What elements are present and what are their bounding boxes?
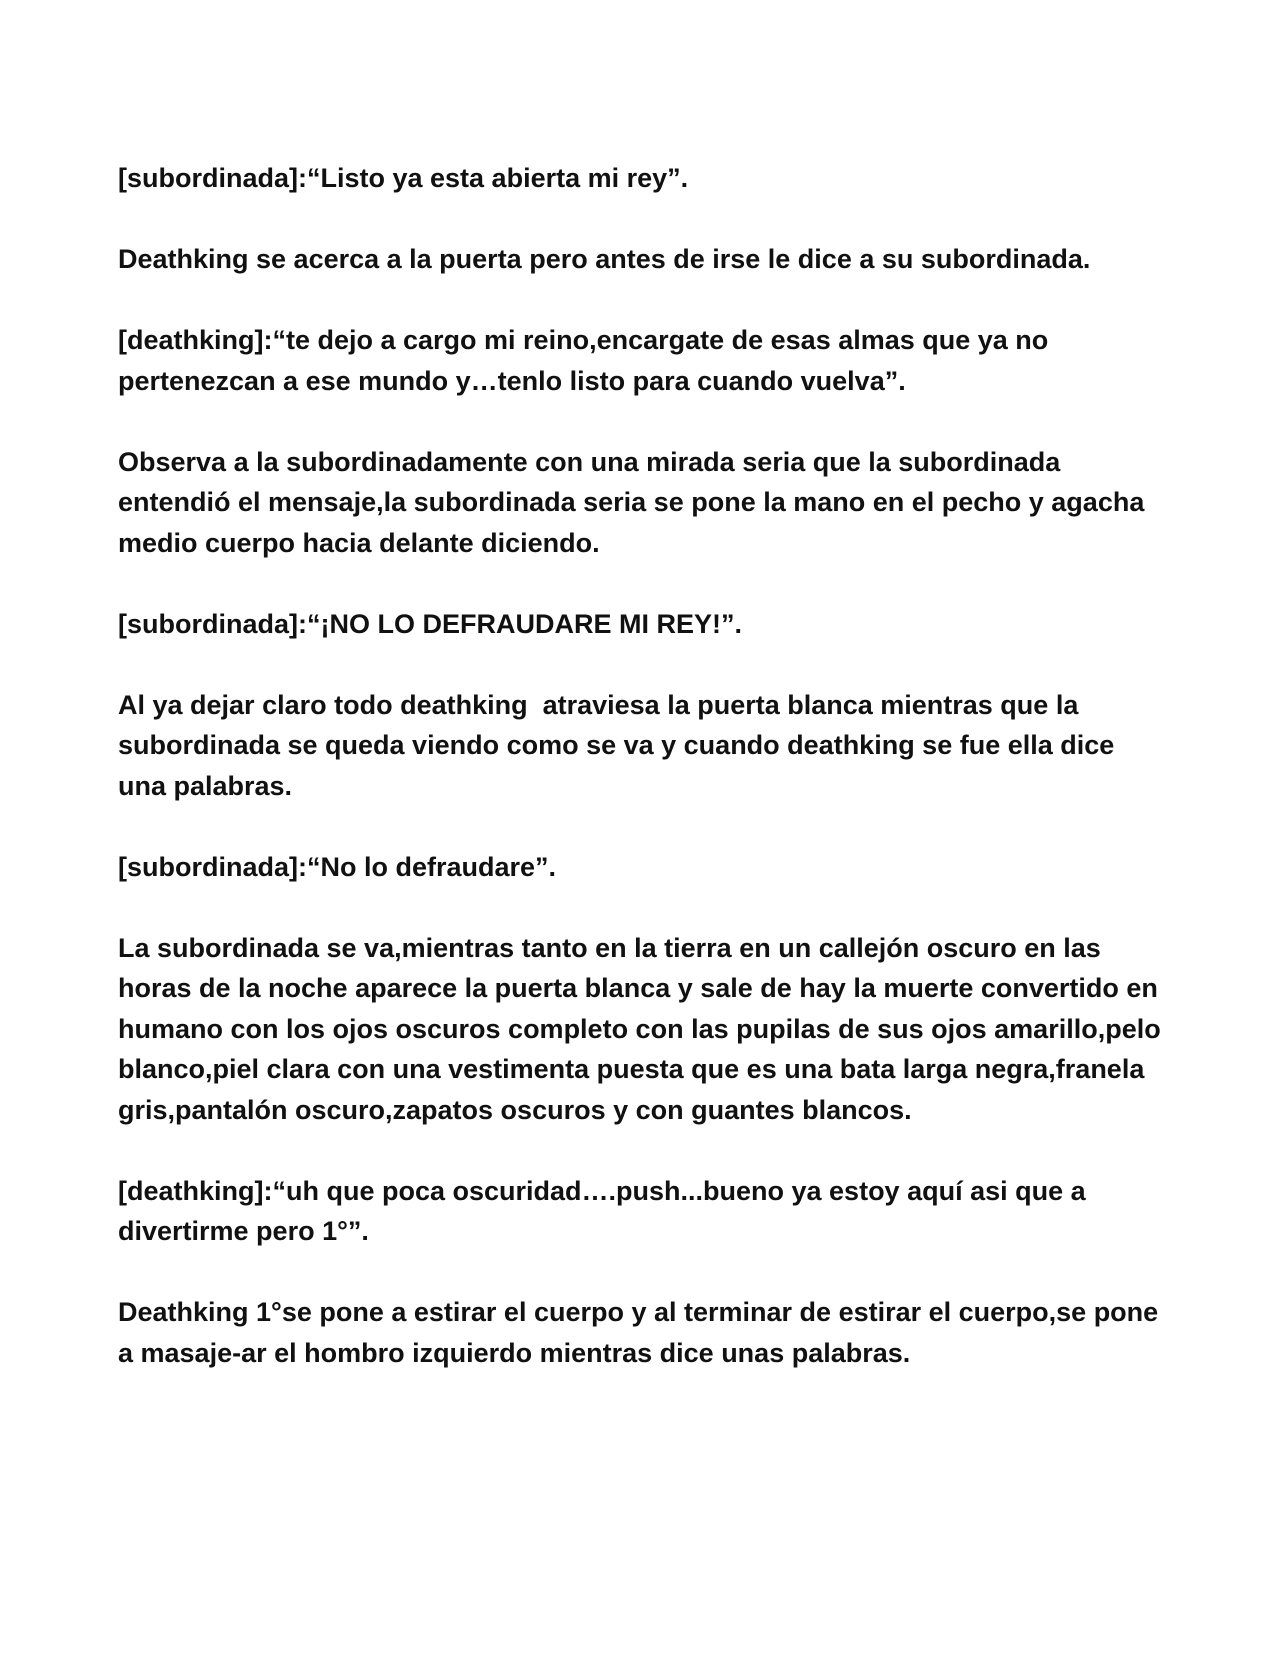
paragraph-narration-1: Deathking se acerca a la puerta pero antes de irse le dice a su subordinada. (118, 244, 1091, 274)
paragraph-narration-4: La subordinada se va,mientras tanto en la tierra en un callejón oscuro en las horas de la noche aparece la puerta blanca y sale de hay la muerte convertido en humano con los ojos oscuros completo con las pupilas de sus ojos amarillo,pelo blanco,piel clara con una vestimenta puesta que es una bata larga negra,franela gris,pantalón oscuro,zapatos oscuros y con guantes blancos. (118, 932, 1169, 1125)
paragraph-dialogue-deathking-1: [deathking]:“te dejo a cargo mi reino,encargate de esas almas que ya no pertenezcan a ese mundo y…tenlo listo para cuando vuelva”. (118, 325, 1056, 396)
paragraph-narration-3: Al ya dejar claro todo deathking atraviesa la puerta blanca mientras que la subordinada se queda viendo como se va y cuando deathking se fue ella dice una palabras. (118, 689, 1122, 801)
document-body (118, 158, 1168, 1414)
paragraph-dialogue-deathking-2: [deathking]:“uh que poca oscuridad….push...bueno ya estoy aquí asi que a divertirme pero 1°”. (118, 1175, 1094, 1246)
paragraph-narration-5: Deathking 1°se pone a estirar el cuerpo y al terminar de estirar el cuerpo,se pone a masaje-ar el hombro izquierdo mientras dice unas palabras. (118, 1297, 1166, 1368)
paragraph-dialogue-subordinada-1: [subordinada]:“Listo ya esta abierta mi rey”. (118, 163, 689, 193)
paragraph-dialogue-subordinada-2: [subordinada]:“¡NO LO DEFRAUDARE MI REY!”. (118, 608, 742, 639)
paragraph-narration-2: Observa a la subordinadamente con una mirada seria que la subordinada entendió el mensaje,la subordinada seria se pone la mano en el pecho y agacha medio cuerpo hacia delante diciendo. (118, 446, 1152, 558)
paragraph-dialogue-subordinada-3: [subordinada]:“No lo defraudare”. (118, 851, 557, 882)
